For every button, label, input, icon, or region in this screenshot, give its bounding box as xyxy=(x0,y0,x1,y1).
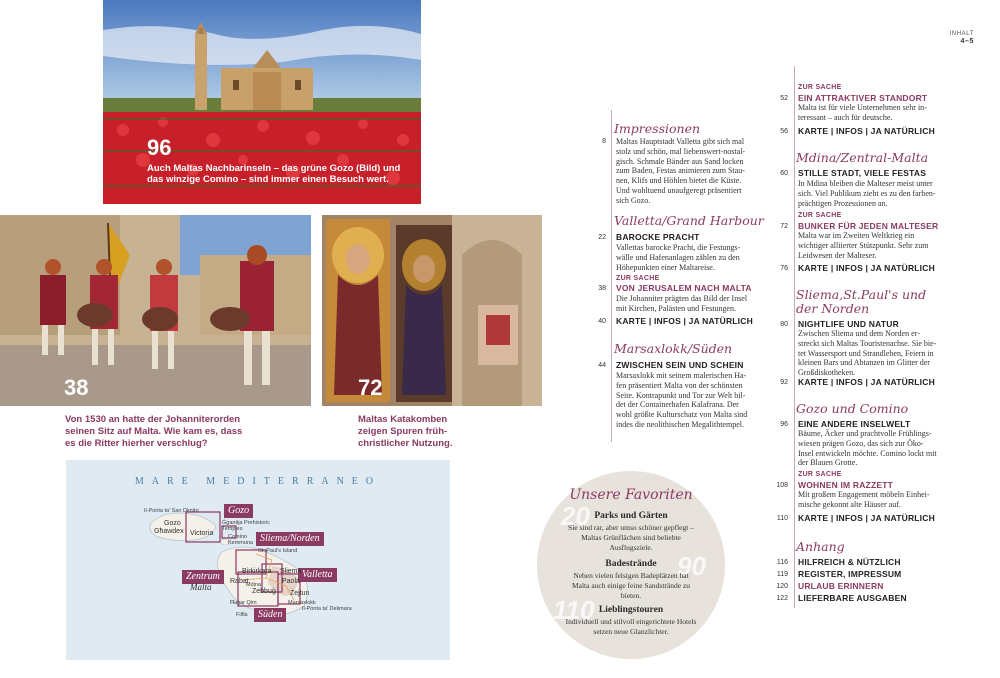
toc-entry-text: Bäume, Äcker und prachtvolle Frühlingswiesen prägen Gozo, das sich zur Öko-Insel entwickeln möchte. Comino lockt mit der Blauen Grotte. xyxy=(798,429,937,468)
favourite-page-number: 90 xyxy=(677,551,706,581)
favourite-heading: Parks und Gärten xyxy=(594,511,668,521)
toc-divider xyxy=(794,66,795,608)
toc-page-number: 80 xyxy=(780,321,788,328)
toc-page-number: 120 xyxy=(776,583,788,590)
toc-page-number: 110 xyxy=(776,515,788,522)
toc-entry-heading[interactable]: HILFREICH & NÜTZLICH xyxy=(798,557,901,567)
toc-entry-heading[interactable]: KARTE | INFOS | JA NATÜRLICH xyxy=(798,126,935,136)
toc-entry-kicker: ZUR SACHE xyxy=(798,84,842,91)
map-place: Rabat xyxy=(230,578,249,585)
photo-page-number: 72 xyxy=(358,375,383,400)
photo-caption: Auch Maltas Nachbarinseln – das grüne Gozo (Bild) und das winzige Comino – sind immer einen Besuch wert. xyxy=(147,163,401,185)
favourite-heading: Lieblingstouren xyxy=(598,605,664,615)
toc-page-number: 8 xyxy=(602,138,606,145)
knights-photo xyxy=(0,215,311,406)
favourites-title: Unsere Favoriten xyxy=(569,487,693,503)
favourite-text: Sie sind rar, aber umso schöner gepflegt – Maltas Grünflächen sind beliebte Ausflugsziele. xyxy=(568,523,694,552)
map-region-sliema: Sliema/Norden xyxy=(256,532,324,546)
map-place: Ħaġar Qim xyxy=(230,600,257,606)
map-place: Filfla xyxy=(236,612,248,618)
toc-page-number: 56 xyxy=(780,128,788,135)
toc-entry-heading[interactable]: EIN ATTRAKTIVER STANDORT xyxy=(798,93,928,103)
toc-entry-text: Vallettas barocke Pracht, die Festungswälle und Hafenanlagen zählen zu den Höhepunkten einer Maltareise. xyxy=(616,243,741,272)
photo-page-number: 96 xyxy=(147,135,172,160)
map-place: Sliema xyxy=(280,568,302,575)
toc-entry-heading[interactable]: WOHNEN IM RAZZETT xyxy=(798,480,893,490)
toc-entry-kicker: ZUR SACHE xyxy=(798,471,842,478)
map-place: Comino xyxy=(228,534,247,540)
toc-section-title: Valletta/Grand Harbour xyxy=(614,213,764,228)
favourite-page-number: 110 xyxy=(553,595,595,625)
map-place: Paola xyxy=(282,578,300,585)
toc-page-number: 122 xyxy=(776,595,788,602)
map-region-zentrum: Zentrum xyxy=(182,570,224,584)
map-place: Victoria xyxy=(190,530,214,537)
map-place: Il-Ponta ta' San Dimitri xyxy=(144,508,199,514)
toc-entry-heading[interactable]: URLAUB ERINNERN xyxy=(798,581,884,591)
map-place: Birkirkara xyxy=(242,568,272,575)
toc-entry-heading[interactable]: KARTE | INFOS | JA NATÜRLICH xyxy=(616,316,753,326)
toc-section-title: Marsaxlokk/Süden xyxy=(614,341,733,356)
map-place: St. Paul's Island xyxy=(258,548,298,554)
map-place: Kemmuna xyxy=(228,540,254,546)
toc-page-number: 60 xyxy=(780,170,788,177)
page-reference xyxy=(950,30,975,46)
toc-entry-text: Zwischen Sliema und dem Norden erstreckt sich Maltas Touristenachse. Sie bietet Wassersport und Strandleben, Feiern in kleinen Bars und Abtanzen im Glitter der Großdiskotheken. xyxy=(798,329,937,378)
toc-entry-heading[interactable]: BUNKER FÜR JEDEN MALTESER xyxy=(798,221,939,231)
catacombs-caption: Maltas Katakomben zeigen Spuren frühchristlicher Nutzung. xyxy=(358,414,453,449)
favourite-text: Neben vielen felsigen Badeplätzen hat Malta auch einige feine Sandstrände zu bieten. xyxy=(571,571,691,600)
toc-entry-text: Malta ist für viele Unternehmen sehr interessant – auch für deutsche. xyxy=(798,103,927,122)
map-place: Mdina xyxy=(246,582,261,588)
gozo-photo xyxy=(103,0,421,204)
toc-entry-heading[interactable]: BAROCKE PRACHT xyxy=(616,232,700,242)
map-place: Żejtun xyxy=(290,590,310,597)
toc-page-number: 119 xyxy=(776,571,788,578)
map-region-sueden: Süden xyxy=(254,608,286,622)
map-place: Żebbuġ xyxy=(252,588,276,595)
favourite-heading: Badestrände xyxy=(605,559,657,569)
map-place: Għawdex xyxy=(154,528,184,535)
toc-page-number: 76 xyxy=(780,265,788,272)
toc-entry-heading[interactable]: NIGHTLIFE UND NATUR xyxy=(798,319,899,329)
toc-entry-text: Die Johanniter prägten das Bild der Insel mit Kirchen, Palästen und Festungen. xyxy=(616,294,748,313)
toc-page-number: 38 xyxy=(598,285,606,292)
toc-entry-heading[interactable]: KARTE | INFOS | JA NATÜRLICH xyxy=(798,513,935,523)
toc-page-number: 72 xyxy=(780,223,788,230)
toc-entry-text: Maltas Hauptstadt Valletta gibt sich mal stolz und schön, mal liebenswert-nostalgisch. Schmale Bänder aus Sand locken zum Baden, Festas animieren zum Staunen, Klifs und Höhlen bietet die Küste. Und wohltuend unaufgeregt präsentiert sich Gozo. xyxy=(616,137,746,205)
toc-section-title: Impressionen xyxy=(614,121,701,136)
toc-page-number: 40 xyxy=(598,318,606,325)
toc-section-title: Gozo und Comino xyxy=(796,401,909,416)
toc-entry-text: Mit großem Engagement möbeln Einheimische gekonnt alte Häuser auf. xyxy=(798,490,930,509)
toc-page-number: 116 xyxy=(776,559,788,566)
toc-page-number: 22 xyxy=(598,234,606,241)
toc-section-title: Mdina/Zentral-Malta xyxy=(796,150,929,165)
toc-section-title: Anhang xyxy=(796,539,845,554)
toc-entry-heading[interactable]: EINE ANDERE INSELWELT xyxy=(798,419,911,429)
overview-map xyxy=(66,460,450,660)
catacombs-photo xyxy=(322,215,542,406)
toc-page-number: 44 xyxy=(598,362,606,369)
favourite-page-number: 20 xyxy=(561,501,590,531)
toc-page-number: 108 xyxy=(776,482,788,489)
toc-divider xyxy=(611,110,612,442)
map-region-gozo: Gozo xyxy=(224,504,253,518)
knights-caption: Von 1530 an hatte der Johanniterorden seinen Sitz auf Malta. Wie kam es, dass es die Ritter hierher verschlug? xyxy=(65,414,243,449)
map-region-valletta: Valletta xyxy=(298,568,337,582)
toc-entry-text: Marsaxlokk mit seinem malerischen Hafen präsentiert Malta von der schönsten Seite. Kontrapunkt und Tor zur Welt bildet der Containerhafen Kalafrana. Der wohl größte Kulturschatz von Malta sind indes die neolithischen Megalithtempel. xyxy=(616,371,748,429)
page-ref-pages: 4–5 xyxy=(960,38,974,45)
toc-entry-heading[interactable]: REGISTER, IMPRESSUM xyxy=(798,569,902,579)
page-ref-label: INHALT xyxy=(949,31,974,37)
toc-section-title: der Norden xyxy=(796,301,870,316)
toc-entry-heading[interactable]: LIEFERBARE AUSGABEN xyxy=(798,593,907,603)
toc-page-number: 52 xyxy=(780,95,788,102)
toc-entry-text: Malta war im Zweiten Weltkrieg ein wichtiger alliierter Stützpunkt. Sehr zum Leidwesen der Malteser. xyxy=(798,231,929,260)
toc-page-number: 96 xyxy=(780,421,788,428)
map-place: Il-Ponta ta' Delimara xyxy=(302,606,352,612)
photo-page-number: 38 xyxy=(64,375,89,400)
toc-entry-kicker: ZUR SACHE xyxy=(616,275,660,282)
toc-entry-kicker: ZUR SACHE xyxy=(798,212,842,219)
map-place: Malta xyxy=(190,582,212,592)
toc-section-title: Sliema,St.Paul's und xyxy=(796,287,927,302)
favourites-circle xyxy=(537,471,725,659)
toc-entry-heading[interactable]: VON JERUSALEM NACH MALTA xyxy=(616,283,752,293)
toc-entry-heading[interactable]: ZWISCHEN SEIN UND SCHEIN xyxy=(616,360,744,370)
map-place: Marsaxlokk xyxy=(288,600,316,606)
toc-entry-heading[interactable]: KARTE | INFOS | JA NATÜRLICH xyxy=(798,377,935,387)
toc-entry-heading[interactable]: KARTE | INFOS | JA NATÜRLICH xyxy=(798,263,935,273)
favourite-text: Individuell und stilvoll eingerichtete Hotels setzen neue Glanzlichter. xyxy=(565,617,697,636)
map-sea-label: MARE MEDITERRANEO xyxy=(134,476,382,487)
toc-page-number: 92 xyxy=(780,379,788,386)
map-place: Gozo xyxy=(164,520,181,527)
toc-entry-text: In Mdina bleiben die Malteser meist unter sich. Viel Publikum zieht es zu den farbenprächtigen Prozessionen an. xyxy=(798,179,936,208)
toc-entry-heading[interactable]: STILLE STADT, VIELE FESTAS xyxy=(798,168,927,178)
map-place: Ġgantija Prehistoric Temples xyxy=(222,520,270,532)
